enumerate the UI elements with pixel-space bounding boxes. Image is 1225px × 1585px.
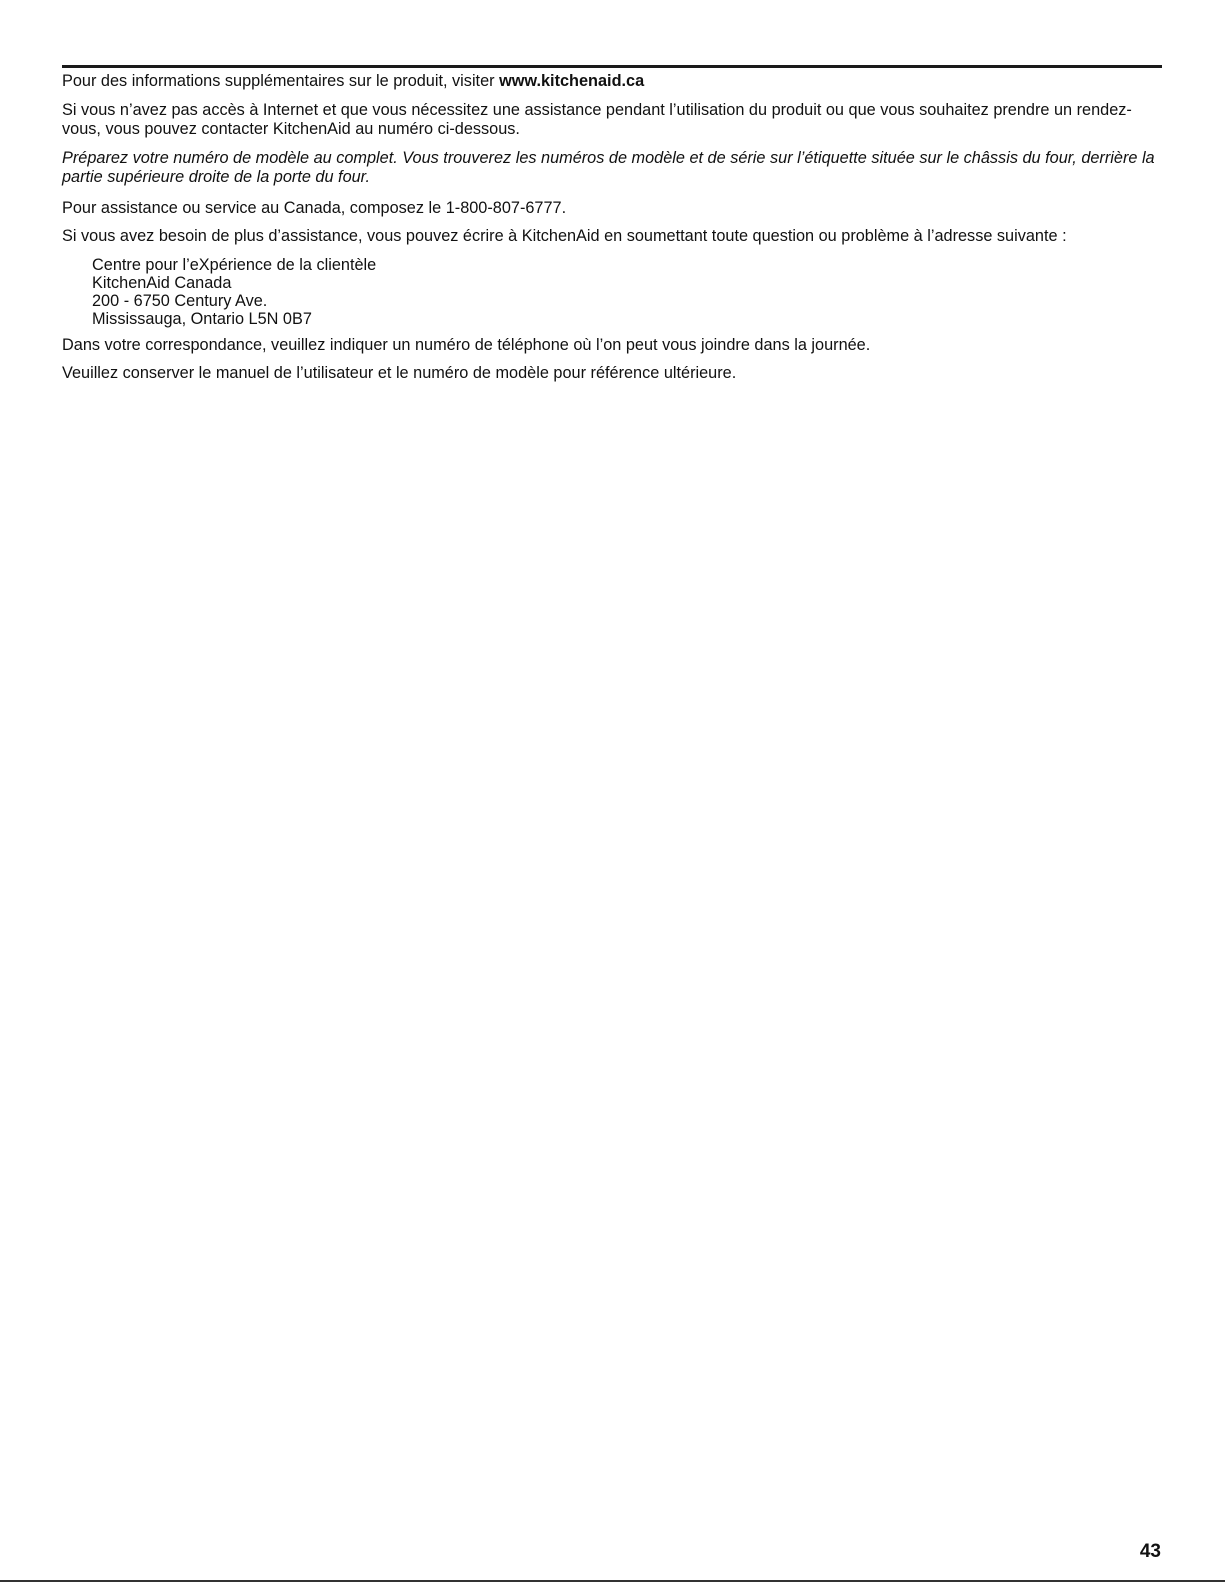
intro-paragraph bbox=[62, 72, 1162, 92]
canada-phone-paragraph: Pour assistance ou service au Canada, composez le 1-800-807-6777. bbox=[62, 198, 567, 217]
write-paragraph: Si vous avez besoin de plus d’assistance, vous pouvez écrire à KitchenAid en soumettant toute question ou problème à l’adresse suivante : bbox=[62, 227, 1067, 245]
website-link[interactable]: www.kitchenaid.ca bbox=[499, 72, 645, 90]
correspondence-paragraph: Dans votre correspondance, veuillez indiquer un numéro de téléphone où l’on peut vous joindre dans la journée. bbox=[62, 335, 871, 354]
page-content bbox=[62, 72, 1162, 393]
top-divider bbox=[62, 65, 1162, 68]
intro-text: Pour des informations supplémentaires sur le produit, visiter bbox=[62, 72, 500, 90]
mailing-address bbox=[92, 256, 1162, 328]
no-internet-paragraph: Si vous n’avez pas accès à Internet et que vous nécessitez une assistance pendant l’utilisation du produit ou que vous souhaitez prendre un rendez-vous, vous pouvez contacter KitchenAid au numéro ci-dessous. bbox=[62, 100, 1132, 138]
address-line-2: KitchenAid Canada bbox=[92, 273, 232, 292]
model-info-paragraph: Préparez votre numéro de modèle au complet. Vous trouverez les numéros de modèle et de série sur l’étiquette située sur le châssis du four, derrière la partie supérieure droite de la porte du four. bbox=[62, 148, 1155, 186]
address-line-3: 200 - 6750 Century Ave. bbox=[92, 291, 268, 310]
address-line-1: Centre pour l’eXpérience de la clientèle bbox=[92, 255, 377, 274]
keep-manual-paragraph: Veuillez conserver le manuel de l’utilisateur et le numéro de modèle pour référence ultérieure. bbox=[62, 364, 737, 382]
address-line-4: Mississauga, Ontario L5N 0B7 bbox=[92, 309, 312, 328]
page-number: 43 bbox=[1139, 1541, 1161, 1562]
bottom-divider bbox=[0, 1580, 1225, 1582]
